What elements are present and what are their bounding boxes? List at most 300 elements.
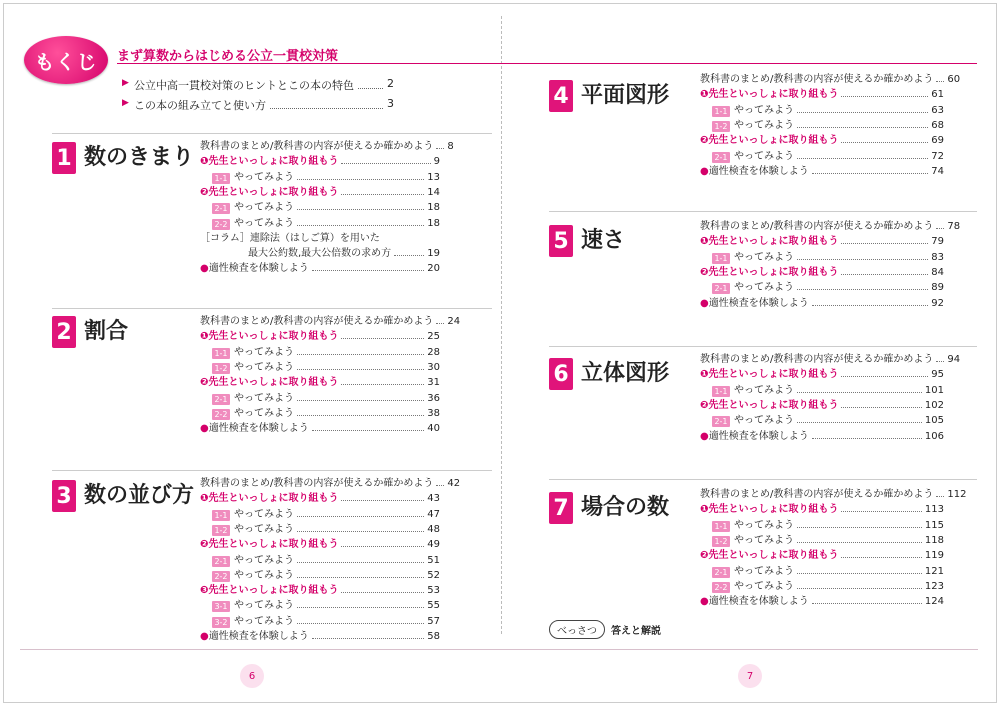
chapter-divider	[549, 346, 977, 347]
leader-dots	[297, 623, 424, 624]
row-label: 適性検査を体験しよう	[208, 263, 309, 275]
row-label: 先生といっしょに取り組もう	[708, 266, 839, 278]
toc-row[interactable]	[200, 582, 440, 597]
row-label: 適性検査を体験しよう	[708, 430, 809, 442]
row-label: 先生といっしょに取り組もう	[208, 377, 339, 389]
numbered-circle-icon: ❷	[200, 186, 209, 198]
toc-row[interactable]	[200, 328, 440, 343]
toc-row[interactable]	[212, 169, 440, 184]
row-page: 58	[427, 631, 440, 642]
row-label: やってみよう	[234, 407, 294, 419]
leader-dots	[297, 531, 424, 532]
pink-dot-icon: ●	[700, 596, 709, 608]
leader-dots	[936, 361, 944, 362]
chapter-title: 場合の数	[581, 495, 670, 520]
row-page: 57	[427, 615, 440, 627]
intro-label: この本の組み立てと使い方	[134, 99, 266, 112]
row-label: 先生といっしょに取り組もう	[708, 550, 839, 562]
row-page: 63	[931, 104, 944, 116]
toc-row[interactable]	[700, 593, 944, 608]
pink-dot-icon: ●	[700, 165, 709, 177]
row-label: やってみよう	[734, 580, 794, 592]
leader-dots	[936, 496, 944, 497]
row-page: 24	[447, 316, 461, 327]
leader-dots	[797, 588, 922, 589]
row-page: 83	[931, 251, 944, 263]
leader-dots	[297, 209, 424, 210]
toc-row[interactable]	[200, 260, 440, 275]
numbered-circle-icon: ❶	[200, 331, 209, 343]
row-label: 先生といっしょに取り組もう	[708, 135, 839, 147]
lesson-badge: 2-1	[212, 394, 230, 405]
chapter-title: 速さ	[581, 228, 626, 253]
bessatsu-note	[549, 620, 661, 639]
toc-row[interactable]	[700, 163, 944, 178]
numbered-circle-icon: ❸	[200, 585, 209, 597]
row-page: 20	[427, 263, 440, 275]
row-page: 72	[931, 150, 944, 162]
triangle-bullet-icon: ▶	[122, 78, 129, 88]
row-page: 105	[924, 415, 944, 427]
toc-row[interactable]	[700, 295, 944, 310]
toc-row[interactable]	[712, 148, 944, 163]
leader-dots	[297, 400, 424, 401]
leader-dots	[312, 270, 425, 271]
row-label: 適性検査を体験しよう	[208, 631, 309, 642]
leader-dots	[436, 148, 444, 149]
row-label: やってみよう	[234, 523, 294, 535]
lesson-badge: 1-2	[212, 363, 230, 374]
row-label: やってみよう	[734, 150, 794, 162]
row-label: 先生といっしょに取り組もう	[208, 156, 339, 168]
row-page: 113	[924, 504, 944, 516]
row-page: 124	[924, 596, 944, 608]
toc-row[interactable]	[212, 359, 440, 374]
chapter-divider	[52, 470, 492, 471]
row-page: 78	[947, 221, 961, 232]
lesson-badge: 1-1	[212, 173, 230, 184]
pink-dot-icon: ●	[700, 430, 709, 442]
row-label: やってみよう	[734, 534, 794, 546]
bessatsu-pill: べっさつ	[549, 620, 605, 639]
row-label: やってみよう	[734, 519, 794, 531]
row-label: やってみよう	[234, 346, 294, 358]
row-label: 適性検査を体験しよう	[708, 297, 809, 309]
leader-dots	[297, 415, 424, 416]
toc-row[interactable]	[248, 245, 440, 260]
numbered-circle-icon: ❶	[700, 89, 709, 101]
toc-row[interactable]	[712, 412, 944, 427]
row-label: やってみよう	[234, 202, 294, 214]
toc-row[interactable]	[200, 420, 440, 435]
leader-dots	[312, 638, 425, 639]
chapter-title: 割合	[84, 319, 129, 344]
chapter-number: 4	[549, 80, 573, 112]
lesson-badge: 1-1	[712, 106, 730, 117]
row-label: やってみよう	[734, 119, 794, 131]
leader-dots	[812, 173, 929, 174]
row-label: 先生といっしょに取り組もう	[708, 369, 839, 381]
lesson-badge: 2-1	[712, 416, 730, 427]
intro-item[interactable]	[122, 97, 394, 113]
lesson-badge: 2-2	[212, 219, 230, 230]
chapter-divider	[549, 479, 977, 480]
row-page: 95	[931, 369, 944, 381]
toc-row[interactable]	[200, 475, 461, 490]
leader-dots	[797, 392, 922, 393]
row-page: 119	[924, 550, 944, 562]
numbered-circle-icon: ❷	[700, 550, 709, 562]
numbered-circle-icon: ❷	[700, 266, 709, 278]
toc-row[interactable]	[700, 397, 944, 412]
pink-dot-icon: ●	[200, 631, 209, 642]
toc-row[interactable]	[700, 264, 944, 279]
leader-dots	[841, 142, 928, 143]
row-label: やってみよう	[734, 104, 794, 116]
lesson-badge: 1-1	[712, 386, 730, 397]
pink-dot-icon: ●	[200, 423, 209, 435]
leader-dots	[297, 369, 424, 370]
row-page: 38	[427, 407, 440, 419]
row-page: 102	[924, 399, 944, 411]
intro-label: 公立中高一貫校対策のヒントとこの本の特色	[134, 79, 354, 92]
leader-dots	[841, 511, 921, 512]
lesson-badge: 2-2	[212, 571, 230, 582]
toc-row[interactable]	[712, 578, 944, 593]
toc-row[interactable]	[212, 344, 440, 359]
row-label: やってみよう	[734, 565, 794, 577]
numbered-circle-icon: ❶	[200, 156, 209, 168]
row-page: 74	[931, 165, 944, 177]
row-label: 先生といっしょに取り組もう	[708, 399, 839, 411]
numbered-circle-icon: ❶	[700, 236, 709, 248]
toc-row[interactable]	[712, 532, 944, 547]
leader-dots	[297, 516, 424, 517]
row-page: 60	[947, 74, 961, 85]
leader-dots	[297, 225, 424, 226]
row-label: やってみよう	[234, 217, 294, 229]
row-page: 9	[433, 156, 440, 168]
leader-dots	[841, 274, 928, 275]
lesson-badge: 2-1	[712, 567, 730, 578]
chapter-divider	[549, 211, 977, 212]
row-label: 教科書のまとめ/教科書の内容が使えるか確かめよう	[700, 489, 934, 500]
numbered-circle-icon: ❶	[700, 369, 709, 381]
toc-row[interactable]	[700, 486, 967, 501]
leader-dots	[341, 500, 424, 501]
toc-row[interactable]	[700, 71, 961, 86]
row-label: 先生といっしょに取り組もう	[208, 186, 339, 198]
toc-row[interactable]	[212, 613, 440, 628]
leader-dots	[797, 127, 928, 128]
toc-row[interactable]	[200, 490, 440, 505]
row-label: 教科書のまとめ/教科書の内容が使えるか確かめよう	[200, 478, 434, 489]
leader-dots	[297, 607, 424, 608]
toc-row[interactable]	[200, 313, 461, 328]
toc-row[interactable]	[700, 366, 944, 381]
mokuji-logo	[24, 36, 108, 84]
chapter-divider	[52, 308, 492, 309]
leader-dots	[297, 179, 424, 180]
leader-dots	[812, 305, 929, 306]
row-page: 42	[447, 478, 461, 489]
leader-dots	[436, 323, 444, 324]
leader-dots	[436, 485, 444, 486]
intro-item[interactable]	[122, 77, 394, 93]
lesson-badge: 2-1	[212, 556, 230, 567]
gutter-divider	[501, 16, 502, 634]
leader-dots	[841, 557, 921, 558]
row-page: 28	[427, 346, 440, 358]
row-page: 84	[931, 266, 944, 278]
leader-dots	[797, 422, 922, 423]
row-page: 8	[447, 141, 454, 152]
toc-row[interactable]	[200, 184, 440, 199]
toc-row[interactable]	[200, 153, 440, 168]
leader-dots	[270, 97, 383, 109]
toc-row[interactable]	[700, 428, 944, 443]
leader-dots	[797, 112, 928, 113]
row-page: 36	[427, 392, 440, 404]
row-label: やってみよう	[234, 392, 294, 404]
row-page: 48	[427, 523, 440, 535]
leader-dots	[797, 259, 928, 260]
toc-row[interactable]	[200, 374, 440, 389]
row-page: 18	[427, 202, 440, 214]
leader-dots	[297, 577, 424, 578]
row-page: 106	[924, 430, 944, 442]
footer-rule	[20, 649, 978, 650]
row-label: やってみよう	[234, 361, 294, 373]
row-page: 14	[427, 186, 440, 198]
row-page: 52	[427, 569, 440, 581]
pink-dot-icon: ●	[200, 263, 209, 275]
chapter-title: 立体図形	[581, 361, 670, 386]
leader-dots	[841, 407, 921, 408]
lesson-badge: 3-2	[212, 617, 230, 628]
toc-row[interactable]	[700, 501, 944, 516]
row-label: 先生といっしょに取り組もう	[708, 504, 839, 516]
toc-row[interactable]	[212, 597, 440, 612]
row-label: 教科書のまとめ/教科書の内容が使えるか確かめよう	[200, 141, 434, 152]
row-page: 61	[931, 89, 944, 101]
leader-dots	[812, 603, 922, 604]
leader-dots	[797, 289, 928, 290]
row-label: 先生といっしょに取り組もう	[208, 585, 339, 597]
row-page: 68	[931, 119, 944, 131]
row-page: 55	[427, 600, 440, 612]
chapter-number: 3	[52, 480, 76, 512]
lesson-badge: 2-2	[212, 409, 230, 420]
leader-dots	[297, 562, 424, 563]
lesson-badge: 1-2	[712, 121, 730, 132]
chapter-title: 数の並び方	[84, 483, 195, 508]
numbered-circle-icon: ❶	[200, 493, 209, 505]
row-label: やってみよう	[734, 415, 794, 427]
row-label: 先生といっしょに取り組もう	[208, 539, 339, 551]
row-label: やってみよう	[234, 508, 294, 520]
row-page: 25	[427, 331, 440, 343]
row-page: 13	[427, 171, 440, 183]
row-page: 94	[947, 354, 961, 365]
leader-dots	[341, 338, 424, 339]
lesson-badge: 2-1	[212, 203, 230, 214]
toc-row[interactable]	[212, 567, 440, 582]
row-page: 18	[427, 217, 440, 229]
leader-dots	[341, 592, 424, 593]
pink-dot-icon: ●	[700, 297, 709, 309]
row-page: 92	[931, 297, 944, 309]
row-label: 先生といっしょに取り組もう	[208, 493, 339, 505]
toc-row[interactable]	[212, 199, 440, 214]
row-label: やってみよう	[234, 615, 294, 627]
row-label: 適性検査を体験しよう	[208, 423, 309, 435]
row-page: 79	[931, 236, 944, 248]
row-page: 47	[427, 508, 440, 520]
toc-row[interactable]	[712, 279, 944, 294]
numbered-circle-icon: ❷	[200, 539, 209, 551]
toc-row[interactable]	[212, 552, 440, 567]
bessatsu-label: 答えと解説	[611, 626, 661, 637]
row-label: やってみよう	[234, 554, 294, 566]
leader-dots	[312, 430, 425, 431]
leader-dots	[797, 573, 922, 574]
row-label: ［コラム］連除法（はしご算）を用いた	[200, 232, 380, 244]
row-label: 適性検査を体験しよう	[708, 165, 809, 177]
page-number-left: 6	[240, 664, 264, 688]
leader-dots	[841, 243, 928, 244]
intro-page: 3	[387, 97, 394, 110]
leader-dots	[841, 96, 928, 97]
row-label: 教科書のまとめ/教科書の内容が使えるか確かめよう	[700, 354, 934, 365]
chapter-title: 数のきまり	[84, 145, 195, 170]
row-page: 31	[427, 377, 440, 389]
leader-dots	[341, 384, 424, 385]
book-title: まず算数からはじめる公立一貫校対策	[117, 49, 339, 64]
row-page: 51	[427, 554, 440, 566]
leader-dots	[297, 354, 424, 355]
toc-row[interactable]	[700, 132, 944, 147]
row-page: 121	[924, 565, 944, 577]
triangle-bullet-icon: ▶	[122, 98, 129, 108]
chapter-number: 1	[52, 142, 76, 174]
leader-dots	[341, 194, 424, 195]
row-label: やってみよう	[234, 600, 294, 612]
row-page: 115	[924, 519, 944, 531]
toc-row[interactable]	[712, 117, 944, 132]
toc-row[interactable]	[700, 218, 961, 233]
row-label: 教科書のまとめ/教科書の内容が使えるか確かめよう	[200, 316, 434, 327]
toc-row[interactable]	[212, 405, 440, 420]
lesson-badge: 1-2	[212, 525, 230, 536]
lesson-badge: 1-1	[212, 348, 230, 359]
row-page: 112	[947, 489, 967, 500]
toc-row[interactable]	[700, 233, 944, 248]
toc-row[interactable]	[712, 563, 944, 578]
toc-row[interactable]	[200, 536, 440, 551]
chapter-title: 平面図形	[581, 83, 670, 108]
numbered-circle-icon: ❷	[200, 377, 209, 389]
toc-row[interactable]	[212, 215, 440, 230]
row-label: 先生といっしょに取り組もう	[208, 331, 339, 343]
leader-dots	[797, 527, 922, 528]
leader-dots	[341, 546, 424, 547]
row-page: 19	[427, 248, 440, 260]
toc-row[interactable]	[700, 547, 944, 562]
leader-dots	[797, 542, 922, 543]
row-label: 教科書のまとめ/教科書の内容が使えるか確かめよう	[700, 74, 934, 85]
numbered-circle-icon: ❷	[700, 135, 709, 147]
toc-row[interactable]	[212, 521, 440, 536]
numbered-circle-icon: ❷	[700, 399, 709, 411]
row-label: やってみよう	[234, 171, 294, 183]
chapter-number: 7	[549, 492, 573, 524]
row-page: 69	[931, 135, 944, 147]
numbered-circle-icon: ❶	[700, 504, 709, 516]
chapter-divider	[52, 133, 492, 134]
lesson-badge: 2-1	[712, 283, 730, 294]
leader-dots	[841, 376, 928, 377]
toc-row[interactable]	[712, 517, 944, 532]
chapter-number: 5	[549, 225, 573, 257]
row-page: 40	[427, 423, 440, 435]
page-number-right: 7	[738, 664, 762, 688]
row-page: 123	[924, 580, 944, 592]
leader-dots	[394, 255, 424, 256]
row-label: 適性検査を体験しよう	[708, 596, 809, 608]
row-label: 先生といっしょに取り組もう	[708, 89, 839, 101]
toc-row[interactable]	[712, 249, 944, 264]
toc-row[interactable]	[212, 506, 440, 521]
leader-dots	[358, 77, 383, 89]
row-page: 118	[924, 534, 944, 546]
row-label: やってみよう	[734, 251, 794, 263]
chapter-number: 6	[549, 358, 573, 390]
toc-row[interactable]	[700, 86, 944, 101]
toc-row[interactable]	[200, 138, 454, 153]
row-page: 101	[924, 384, 944, 396]
lesson-badge: 2-2	[712, 582, 730, 593]
row-page: 89	[931, 282, 944, 294]
leader-dots	[797, 158, 928, 159]
mokuji-logo-text: もくじ	[34, 49, 98, 74]
leader-dots	[812, 438, 922, 439]
toc-row[interactable]	[200, 230, 440, 245]
row-label: 先生といっしょに取り組もう	[708, 236, 839, 248]
lesson-badge: 2-1	[712, 152, 730, 163]
title-underline	[117, 63, 977, 64]
leader-dots	[341, 163, 430, 164]
leader-dots	[936, 81, 944, 82]
toc-row[interactable]	[200, 628, 440, 643]
row-label: やってみよう	[734, 282, 794, 294]
toc-row[interactable]	[212, 390, 440, 405]
toc-row[interactable]	[712, 102, 944, 117]
toc-row[interactable]	[712, 382, 944, 397]
lesson-badge: 1-1	[712, 253, 730, 264]
row-label: やってみよう	[734, 384, 794, 396]
chapter-number: 2	[52, 316, 76, 348]
row-page: 49	[427, 539, 440, 551]
row-page: 30	[427, 361, 440, 373]
leader-dots	[936, 228, 944, 229]
row-page: 43	[427, 493, 440, 505]
row-label: 教科書のまとめ/教科書の内容が使えるか確かめよう	[700, 221, 934, 232]
lesson-badge: 1-2	[712, 536, 730, 547]
intro-page: 2	[387, 77, 394, 90]
toc-row[interactable]	[700, 351, 961, 366]
row-label: 最大公約数,最大公倍数の求め方	[248, 248, 392, 260]
